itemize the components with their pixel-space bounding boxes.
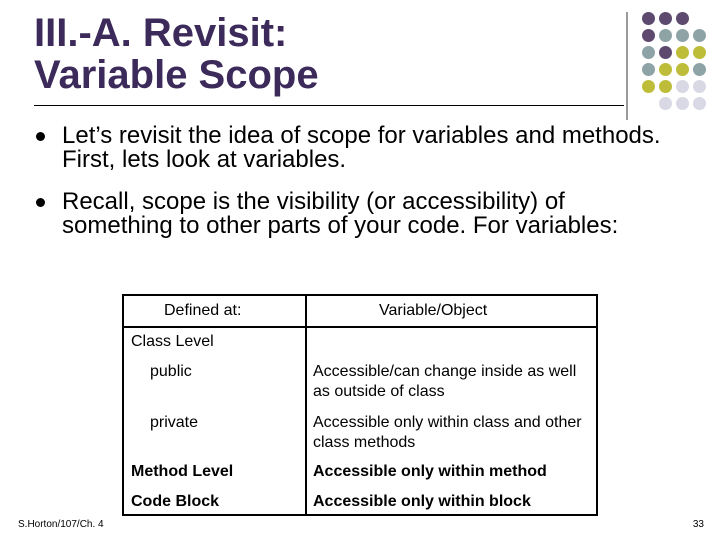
- page-number: 33: [692, 519, 704, 530]
- decorative-dot: [659, 29, 672, 42]
- decorative-dot: [642, 80, 655, 93]
- decorative-dot: [659, 12, 672, 25]
- decorative-dot: [676, 97, 689, 110]
- decorative-dot: [693, 80, 706, 93]
- table-row-access: Accessible/can change inside as well as outside of class: [313, 363, 577, 400]
- title-line-2: Variable Scope: [34, 53, 319, 97]
- decorative-dot: [676, 12, 689, 25]
- scope-table: [122, 294, 598, 516]
- table-row-access: Accessible only within block: [313, 493, 531, 510]
- decorative-dot: [642, 63, 655, 76]
- table-header-variable-object: Variable/Object: [379, 302, 488, 319]
- table-row-defined-at: Code Block: [131, 493, 220, 510]
- bullet-item: [36, 124, 676, 172]
- table-header-defined-at: Defined at:: [164, 302, 242, 319]
- title-underline: [34, 105, 624, 106]
- decorative-dot: [642, 29, 655, 42]
- decorative-dot: [659, 97, 672, 110]
- table-row-defined-at: public: [150, 363, 192, 380]
- title-line-1: III.-A. Revisit:: [34, 11, 288, 55]
- decorative-dot: [676, 29, 689, 42]
- bullet-list: [36, 124, 676, 256]
- table-class-level-label: Class Level: [131, 333, 214, 350]
- decorative-dot: [676, 63, 689, 76]
- slide-title: [34, 12, 614, 96]
- bullet-marker-icon: [36, 198, 45, 207]
- decorative-dot: [693, 63, 706, 76]
- decorative-dot: [693, 29, 706, 42]
- decorative-dot: [659, 46, 672, 59]
- bullet-marker-icon: [36, 132, 45, 141]
- decorative-dot: [642, 12, 655, 25]
- table-column-divider: [305, 296, 307, 514]
- decorative-dot: [693, 97, 706, 110]
- bullet-text: Recall, scope is the visibility (or accessibility) of something to other parts of your code. For variables:: [62, 188, 619, 239]
- table-row-access: Accessible only within method: [313, 463, 547, 480]
- decorative-divider: [626, 12, 628, 120]
- decorative-dot: [659, 80, 672, 93]
- bullet-text: Let’s revisit the idea of scope for variables and methods. First, lets look at variables.: [62, 122, 661, 173]
- decorative-dot: [676, 46, 689, 59]
- table-row-defined-at: Method Level: [131, 463, 234, 480]
- decorative-dot: [676, 80, 689, 93]
- decorative-dot: [693, 46, 706, 59]
- decorative-dot: [642, 46, 655, 59]
- bullet-item: [36, 190, 676, 238]
- table-header-divider: [124, 326, 596, 328]
- footer-author: S.Horton/107/Ch. 4: [18, 519, 104, 530]
- table-row-access: Accessible only within class and other class methods: [313, 414, 582, 451]
- decorative-dot: [659, 63, 672, 76]
- table-row-defined-at: private: [150, 414, 199, 431]
